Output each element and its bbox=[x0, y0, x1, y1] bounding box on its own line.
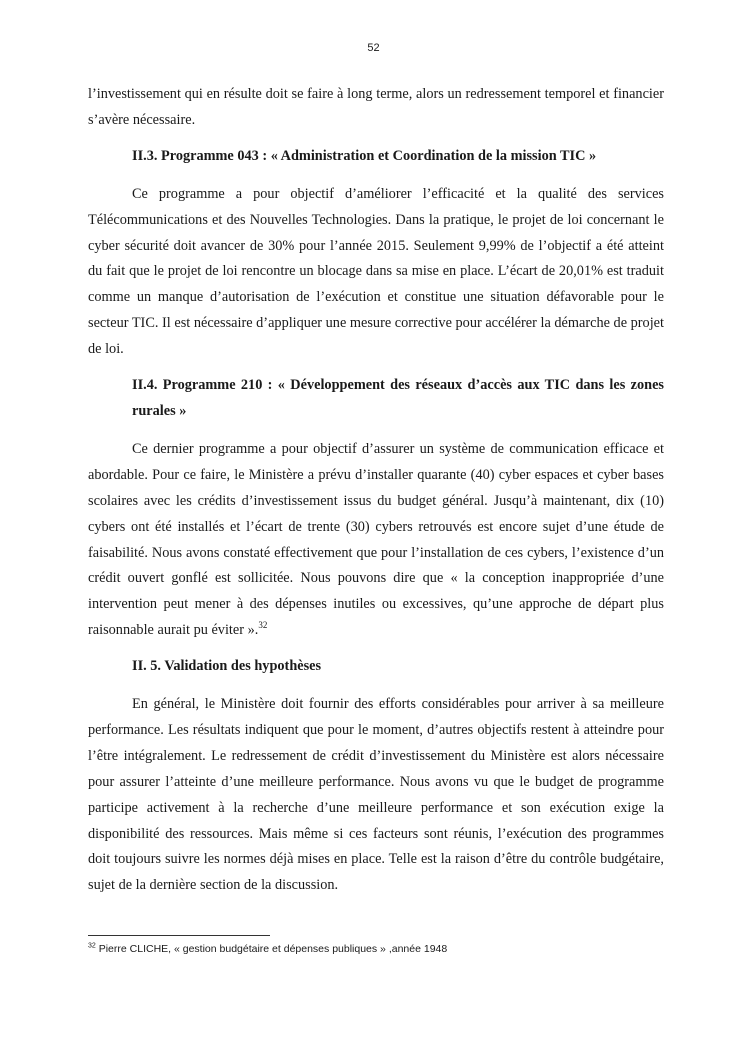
section-2-4-body bbox=[88, 437, 664, 644]
footnote bbox=[88, 942, 664, 956]
document-body bbox=[88, 82, 664, 899]
section-2-4-heading: II.4. Programme 210 : « Développement des réseaux d’accès aux TIC dans les zones rurales » bbox=[132, 377, 664, 419]
section-2-5-heading: II. 5. Validation des hypothèses bbox=[132, 658, 322, 675]
intro-paragraph: l’investissement qui en résulte doit se faire à long terme, alors un redressement temporel et financier s’avère nécessaire. bbox=[88, 86, 664, 128]
footnote-divider bbox=[88, 935, 270, 936]
footnote-reference[interactable]: 32 bbox=[258, 620, 268, 631]
section-2-3-body: Ce programme a pour objectif d’améliorer l’efficacité et la qualité des services Télécommunications et des Nouvelles Technologies. Dans la pratique, le projet de loi concernant le cyber sécurité doit avancer de 30% pour l’année 2015. Seulement 9,99% de l’objectif a été atteint du fait que le projet de loi rencontre un blocage dans sa mise en place. L’écart de 20,01% est traduit comme un manque d’autorisation de l’exécution et constitue une situation défavorable pour le secteur TIC. Il est nécessaire d’appliquer une mesure corrective pour accélérer la démarche de projet de loi. bbox=[88, 185, 664, 358]
page-number: 52 bbox=[367, 42, 380, 54]
footnote-number: 32 bbox=[88, 942, 96, 950]
footnote-text: Pierre CLICHE, « gestion budgétaire et dépenses publiques » ,année 1948 bbox=[98, 943, 448, 955]
section-2-3-heading: II.3. Programme 043 : « Administration et Coordination de la mission TIC » bbox=[132, 147, 597, 164]
section-2-5-body: En général, le Ministère doit fournir des efforts considérables pour arriver à sa meilleure performance. Les résultats indiquent que pour le moment, d’autres objectifs restent à atteindre pour l’être intégralement. Le redressement de crédit d’investissement du Ministère est alors nécessaire pour assurer l’atteinte d’une meilleure performance. Nous avons vu que le budget de programme participe activement à la recherche d’une meilleure performance et son exécution exige la disponibilité des ressources. Mais même si ces facteurs sont réunis, l’exécution des programmes doit toujours suivre les normes déjà mises en place. Telle est la raison d’être du contrôle budgétaire, sujet de la dernière section de la discussion. bbox=[88, 696, 664, 894]
section-2-4-body-text: Ce dernier programme a pour objectif d’assurer un système de communication efficace et abordable. Pour ce faire, le Ministère a prévu d’installer quarante (40) cyber espaces et cyber bases scolaires avec les crédits d’investissement issus du budget général. Jusqu’à maintenant, dix (10) cybers ont été installés et l’écart de trente (30) cybers retrouvés est encore sujet d’une étude de faisabilité. Nous avons constaté effectivement que pour l’installation de ces cybers, l’existence d’un crédit ouvert gonflé est sollicitée. Nous pouvons dire que « la conception inappropriée d’une intervention peut mener à des dépenses inutiles ou excessives, qu’une approche de départ plus raisonnable aurait pu éviter ». bbox=[88, 440, 664, 639]
